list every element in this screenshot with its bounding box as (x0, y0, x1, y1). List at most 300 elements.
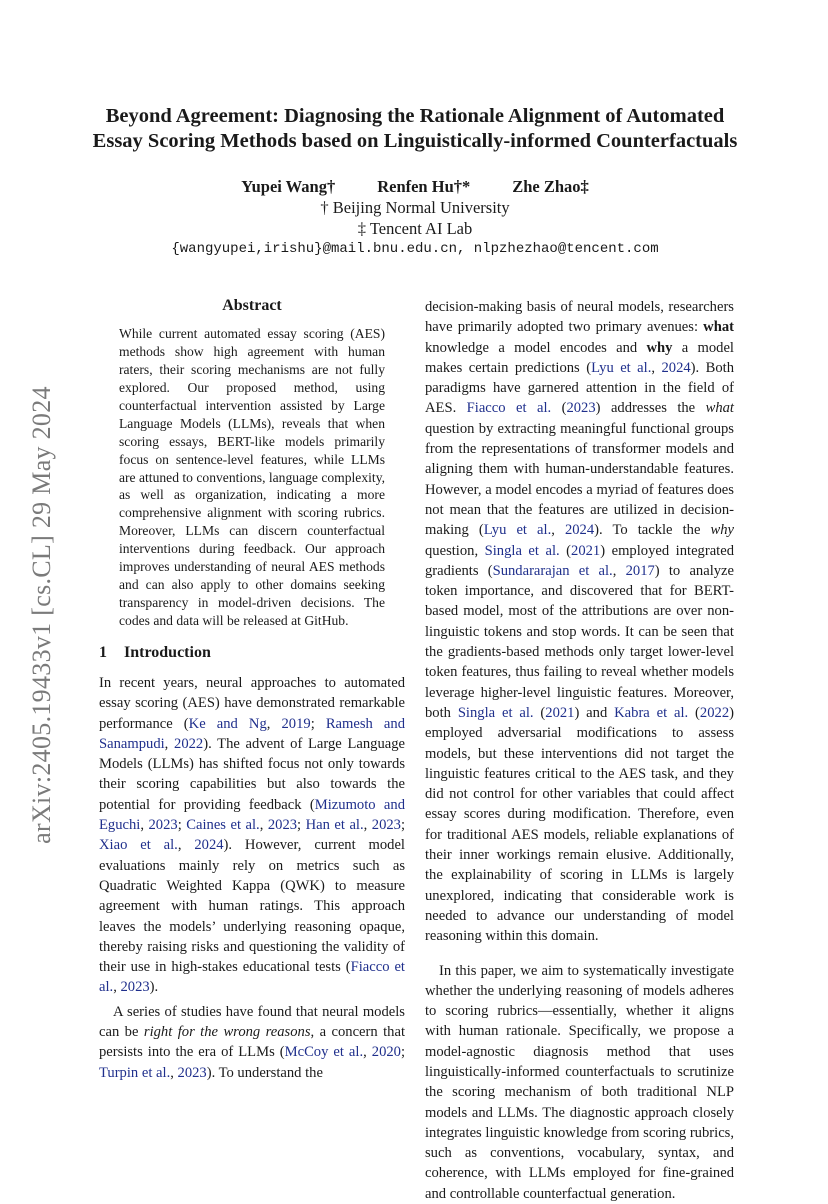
text-run: the (656, 380, 681, 396)
text-run: seen (677, 624, 707, 640)
text-run: predictions (508, 360, 579, 376)
emphasis-text: right for the wrong reasons (144, 1024, 311, 1040)
text-run: attention (579, 380, 637, 396)
text-run: token (425, 583, 457, 599)
text-run: It (620, 624, 633, 640)
text-run: of (531, 867, 551, 883)
text-run: , (551, 522, 555, 538)
text-run (695, 400, 705, 416)
text-run: decision-making (425, 299, 522, 315)
text-run: is (667, 867, 685, 883)
text-run: A series of studies have found that neural models can be (99, 1004, 405, 1040)
text-run: most (503, 603, 536, 619)
emphasis-text: why (711, 522, 735, 538)
text-run: variables (572, 786, 630, 802)
citation-link[interactable]: Singla et al. (485, 543, 560, 559)
text-run: ) (655, 563, 660, 579)
text-run: tackle (628, 522, 673, 538)
text-run: from (425, 441, 453, 457)
text-run: methods (539, 644, 593, 660)
text-run: ). (150, 979, 159, 995)
citation-link[interactable]: 2024 (565, 522, 594, 538)
text-run: garnered (521, 380, 579, 396)
text-run: with (508, 461, 540, 477)
text-run: during (500, 806, 545, 822)
right-column (425, 297, 734, 1204)
text-run: the (554, 603, 577, 619)
text-run: for (662, 583, 686, 599)
text-run: discovered (563, 583, 634, 599)
text-run: in (658, 502, 675, 518)
text-run: even (699, 806, 734, 822)
text-run: linguistic (425, 766, 479, 782)
text-run: ; (311, 716, 326, 732)
text-run: of (666, 908, 688, 924)
text-run: ; (297, 817, 306, 833)
text-run: essay (425, 806, 457, 822)
citation-link[interactable]: 2023 (178, 1065, 207, 1081)
text-run: adopted (512, 319, 563, 335)
text-run: in (603, 867, 623, 883)
text-run: encodes (551, 340, 607, 356)
text-run: features (479, 766, 530, 782)
author-2: Renfen Hu†* (377, 176, 470, 197)
text-run (700, 522, 710, 538)
text-run: the (425, 644, 443, 660)
text-run: thus (511, 664, 539, 680)
text-run: task, (646, 766, 678, 782)
text-run: to (576, 766, 592, 782)
text-run: the (509, 502, 533, 518)
text-run: affect (696, 786, 734, 802)
text-run: could (658, 786, 696, 802)
text-run: and (708, 441, 734, 457)
text-run: certain (462, 360, 508, 376)
citation-link[interactable]: 2024 (661, 360, 690, 376)
text-run: token (425, 664, 457, 680)
text-run: both (425, 705, 451, 721)
citation-link[interactable]: 2022 (174, 736, 203, 752)
text-run: decision-making (425, 502, 734, 538)
text-run: modifications (562, 725, 657, 741)
text-run: of (638, 482, 654, 498)
text-run: needed (425, 908, 466, 924)
citation-link[interactable]: 2020 (372, 1044, 401, 1060)
text-run: reveal (597, 664, 637, 680)
text-run: that (707, 624, 733, 640)
text-run: and (579, 705, 607, 721)
affiliation-2: ‡ Tencent AI Lab (90, 218, 740, 239)
text-run: makes (425, 360, 462, 376)
text-run: human-understandable (540, 461, 679, 477)
text-run: are (584, 502, 608, 518)
section-number: 1 (99, 643, 124, 663)
text-run: importance, (457, 583, 534, 599)
text-run: , (364, 817, 372, 833)
text-run: a (672, 340, 688, 356)
text-run: field (681, 380, 715, 396)
text-run: ( (469, 522, 484, 538)
text-run: over (671, 603, 702, 619)
text-run: gradients-based (443, 644, 540, 660)
text-run: knowledge (425, 340, 489, 356)
text-run: for (425, 827, 442, 843)
citation-link[interactable]: Ramesh and Sanampudi (99, 716, 405, 752)
citation-link[interactable]: Fiacco et al. (99, 959, 405, 995)
text-run: BERT-based (425, 583, 734, 619)
text-run: , a concern that persists into the era of LLMs ( (99, 1024, 405, 1060)
title-line-1: Beyond Agreement: Diagnosing the Rationale Alignment of Automated (90, 104, 740, 129)
text-run: the (425, 867, 443, 883)
text-run: modification. (546, 806, 631, 822)
text-run: AES. (425, 400, 456, 416)
text-run: and (607, 340, 637, 356)
text-run: ). To understand the (207, 1065, 323, 1081)
bold-text: why (647, 340, 673, 356)
citation-link[interactable]: Singla et al. (458, 705, 534, 721)
citation-link[interactable]: Caines et al. (186, 817, 259, 833)
text-run: integrated (669, 543, 734, 559)
text-run: of (570, 441, 587, 457)
text-run: for (515, 786, 537, 802)
citation-link[interactable]: 2023 (120, 979, 149, 995)
text-run: ) (729, 705, 734, 721)
text-run: AES (615, 766, 647, 782)
text-run: this (523, 928, 548, 944)
text-run: these (497, 746, 534, 762)
text-run: model (688, 340, 734, 356)
text-run: their (425, 847, 452, 863)
text-run: of (715, 380, 734, 396)
text-run: remain (551, 847, 599, 863)
text-run: , (651, 360, 655, 376)
text-run: interventions (534, 746, 617, 762)
text-run: features. (611, 685, 667, 701)
citation-link[interactable]: 2021 (571, 543, 600, 559)
text-run: basis (522, 299, 556, 315)
text-run: to (660, 563, 681, 579)
text-run: , (170, 1065, 177, 1081)
text-run: within (482, 928, 523, 944)
text-run: , (260, 817, 268, 833)
text-run: higher-level (474, 685, 550, 701)
abstract-text: While current automated essay scoring (AES) methods show high agreement with human raters, their scoring mechanisms are not fully explored. Our proposed method, using counterfactual intervention assisted by Large Language Models (LLMs), reveals that when scoring essays, BERT-like models primarily focus on sentence-level features, while LLMs are attuned to conventions, language complexity, as well as organization, indicating a more comprehensive alignment with scoring rubrics. Moreover, LLMs can discern counterfactual interventions during feedback. Our approach improves understanding of neural AES methods and can also apply to other domains seeking transparency in model-driven decisions. The codes and data will be released at GitHub. (119, 325, 385, 629)
text-run: unexplored, (425, 888, 494, 904)
section-heading (99, 643, 405, 663)
text-run: model (505, 340, 551, 356)
text-run: ). (691, 360, 700, 376)
text-run: explainability (443, 867, 532, 883)
citation-link[interactable]: Lyu et al. (591, 360, 651, 376)
text-run: of (717, 827, 734, 843)
text-run: , (113, 979, 120, 995)
text-run: considerable (593, 888, 676, 904)
text-run: Moreover, (667, 685, 734, 701)
text-run: aligning (425, 461, 473, 477)
citation-link[interactable]: 2023 (149, 817, 178, 833)
text-run: is (715, 888, 734, 904)
text-run: largely (685, 867, 734, 883)
text-run: models, (614, 299, 664, 315)
text-run: explanations (638, 827, 717, 843)
text-run: other (537, 786, 572, 802)
text-run: features. (678, 461, 734, 477)
text-run: question (425, 421, 474, 437)
text-run: ( (580, 360, 591, 376)
text-run: our (545, 908, 574, 924)
text-run: the (667, 400, 695, 416)
text-run: myriad (593, 482, 638, 498)
text-run: control (468, 786, 515, 802)
text-run: did (425, 786, 444, 802)
text-run: words. (577, 624, 621, 640)
text-run: them (473, 461, 508, 477)
text-run: of (556, 299, 573, 315)
text-run: linguistic (551, 685, 611, 701)
text-run: analyze (680, 563, 734, 579)
text-run: a (583, 482, 593, 498)
text-run: ) (574, 705, 579, 721)
text-run: critical (530, 766, 575, 782)
text-run: not (425, 502, 444, 518)
text-run: neural (573, 299, 614, 315)
text-run: of (537, 603, 554, 619)
text-run: and (534, 583, 562, 599)
text-run: work (676, 888, 715, 904)
text-run: have (425, 319, 453, 335)
text-run: ). (594, 522, 603, 538)
text-run: , (165, 736, 174, 752)
text-run: and (522, 624, 548, 640)
text-run: tokens (479, 624, 522, 640)
text-run: be (659, 624, 677, 640)
text-run: not (643, 746, 669, 762)
text-run: to (657, 725, 683, 741)
text-run: addresses (601, 400, 667, 416)
text-run: Additionally, (651, 847, 734, 863)
text-run: ( (551, 400, 566, 416)
text-run: models, (539, 827, 590, 843)
citation-link[interactable]: Ke and Ng (189, 716, 267, 732)
text-run: model, (458, 603, 503, 619)
text-run: workings (489, 847, 551, 863)
text-run: ; (401, 817, 405, 833)
text-run: have (486, 380, 521, 396)
abstract-heading: Abstract (99, 296, 405, 316)
text-run: employed (605, 543, 669, 559)
text-run: the (453, 441, 476, 457)
text-run: , (613, 563, 617, 579)
text-run: does (704, 482, 734, 498)
text-run: LLMs (623, 867, 668, 883)
text-run: adversarial (483, 725, 562, 741)
citation-link[interactable]: Xiao et al. (99, 837, 178, 853)
emphasis-text: what (706, 400, 734, 416)
citation-link[interactable]: 2023 (566, 400, 595, 416)
text-run: domain. (547, 928, 598, 944)
text-run: non-linguistic (425, 603, 734, 639)
text-run: that (481, 502, 509, 518)
text-run: features, (457, 664, 511, 680)
text-run: transformer (587, 441, 660, 457)
affiliation-1: † Beijing Normal University (90, 197, 740, 218)
citation-link[interactable]: McCoy et al. (285, 1044, 364, 1060)
text-run: primarily (453, 319, 512, 335)
text-run: are (648, 603, 671, 619)
citation-link[interactable]: Sundararajan et al. (493, 563, 613, 579)
arxiv-identifier (22, 355, 62, 875)
text-run: attributions (577, 603, 649, 619)
arxiv-identifier-text: arXiv:2405.19433v1 [cs.CL] 29 May 2024 (27, 386, 57, 844)
body-paragraph (99, 673, 405, 998)
citation-link[interactable]: Han et al. (306, 817, 364, 833)
text-run: that (562, 888, 593, 904)
text-run: functional (627, 421, 690, 437)
author-names (90, 176, 740, 197)
text-run: assess (683, 725, 734, 741)
text-run: the (592, 766, 615, 782)
text-run: ) (600, 543, 605, 559)
body-text-flow-right (425, 297, 734, 1204)
text-run: Both (699, 360, 734, 376)
text-run: primary (590, 319, 641, 335)
text-run: target (625, 644, 663, 660)
text-run: models (688, 664, 734, 680)
text-run: question, (425, 543, 478, 559)
text-run: failing (540, 664, 582, 680)
text-run: encodes (532, 482, 583, 498)
text-run (616, 563, 625, 579)
text-run: paradigms (425, 380, 486, 396)
text-run: that (630, 786, 657, 802)
citation-link[interactable]: 2019 (282, 716, 311, 732)
citation-link[interactable]: Lyu et al. (484, 522, 552, 538)
citation-link[interactable]: Mizumoto and Eguchi (99, 797, 405, 833)
citation-link[interactable]: 2022 (700, 705, 729, 721)
text-run: , (140, 817, 148, 833)
citation-link[interactable]: 2023 (372, 817, 401, 833)
text-run: leverage (425, 685, 474, 701)
citation-link[interactable]: 2024 (194, 837, 223, 853)
text-run: employed (425, 725, 483, 741)
text-run: a (482, 482, 492, 498)
text-run: models, (425, 746, 471, 762)
text-run: indicating (494, 888, 562, 904)
text-run: mean (444, 502, 481, 518)
text-run: scoring (552, 867, 603, 883)
text-run: ( (479, 563, 493, 579)
text-run (555, 522, 565, 538)
text-run: whether (637, 664, 688, 680)
text-run: researchers (664, 299, 734, 315)
text-run: gradients (425, 563, 479, 579)
text-run: traditional (442, 827, 507, 843)
text-run: in (637, 380, 656, 396)
text-run: ( (534, 705, 546, 721)
text-run: representations (476, 441, 570, 457)
text-run: To (603, 522, 628, 538)
bold-text: what (703, 319, 734, 335)
text-run: AES (507, 827, 539, 843)
text-run: scores (457, 806, 501, 822)
text-run: meaningful (556, 421, 627, 437)
text-run: can (634, 624, 659, 640)
text-run: target (669, 746, 709, 762)
text-run: ; (178, 817, 187, 833)
text-run: , (363, 1044, 372, 1060)
text-run: understanding (574, 908, 666, 924)
text-run: that (633, 583, 662, 599)
text-run: reasoning (425, 928, 482, 944)
citation-link[interactable]: 2021 (545, 705, 574, 721)
citation-link[interactable]: 2017 (626, 563, 655, 579)
text-run: ). However, current model evaluations mainly rely on metrics such as Quadratic Weighted Kappa (QWK) to measure agreement with human ratings. This approach leaves the models’ underlying reasoning opaque, thereby raising risks and questioning the validity of their use in high-stakes educational tests ( (99, 837, 405, 975)
author-block (90, 176, 740, 260)
text-run: two (563, 319, 590, 335)
text-run: elusive. (599, 847, 651, 863)
citation-link[interactable]: Fiacco et al. (467, 400, 552, 416)
citation-link[interactable]: Kabra et al. (614, 705, 688, 721)
text-run: groups (690, 421, 734, 437)
text-run: avenues: (642, 319, 698, 335)
title-line-2: Essay Scoring Methods based on Linguistically-informed Counterfactuals (90, 129, 740, 154)
text-run: did (617, 746, 643, 762)
text-run (456, 400, 466, 416)
text-run: lower-level (663, 644, 734, 660)
body-paragraph (425, 961, 734, 1204)
text-run: features (532, 502, 584, 518)
text-run: the (709, 746, 734, 762)
text-run: stop (548, 624, 577, 640)
text-run: inner (452, 847, 489, 863)
left-column (99, 296, 405, 1083)
text-run: a (489, 340, 505, 356)
text-run: models (660, 441, 707, 457)
citation-link[interactable]: Turpin et al. (99, 1065, 170, 1081)
author-1: Yupei Wang† (241, 176, 335, 197)
section-title: Introduction (124, 644, 211, 661)
text-run: , (178, 837, 195, 853)
text-run: model (492, 482, 532, 498)
text-run: not (444, 786, 468, 802)
text-run (451, 705, 458, 721)
text-run: to (582, 664, 597, 680)
citation-link[interactable]: 2023 (268, 817, 297, 833)
body-paragraph-continued (425, 297, 734, 947)
text-run: ( (688, 705, 700, 721)
text-run: only (594, 644, 625, 660)
text-run (637, 340, 646, 356)
text-run: to (466, 908, 487, 924)
text-run: In recent years, neural approaches to automated essay scoring (AES) have demonstrated remarkable performance ( (99, 675, 405, 732)
text-run: ( (560, 543, 571, 559)
author-emails: {wangyupei,irishu}@mail.bnu.edu.cn, nlpzhezhao@tencent.com (90, 239, 740, 260)
text-run: ). The advent of Large Language Models (LLMs) has shifted focus not only towards their scoring capabilities but also towards the potential for providing feedback ( (99, 736, 405, 813)
text-run: but (471, 746, 497, 762)
author-3: Zhe Zhao‡ (512, 176, 589, 197)
text-run: advance (487, 908, 544, 924)
text-run: and (678, 766, 704, 782)
text-run: the (673, 522, 701, 538)
text-run: extracting (493, 421, 556, 437)
body-paragraph (99, 1002, 405, 1083)
text-run: model (688, 908, 734, 924)
text-run: by (474, 421, 493, 437)
text-run: features (654, 482, 704, 498)
body-text-flow-left (99, 673, 405, 1083)
text-run: , (267, 716, 282, 732)
text-run: ) (596, 400, 601, 416)
